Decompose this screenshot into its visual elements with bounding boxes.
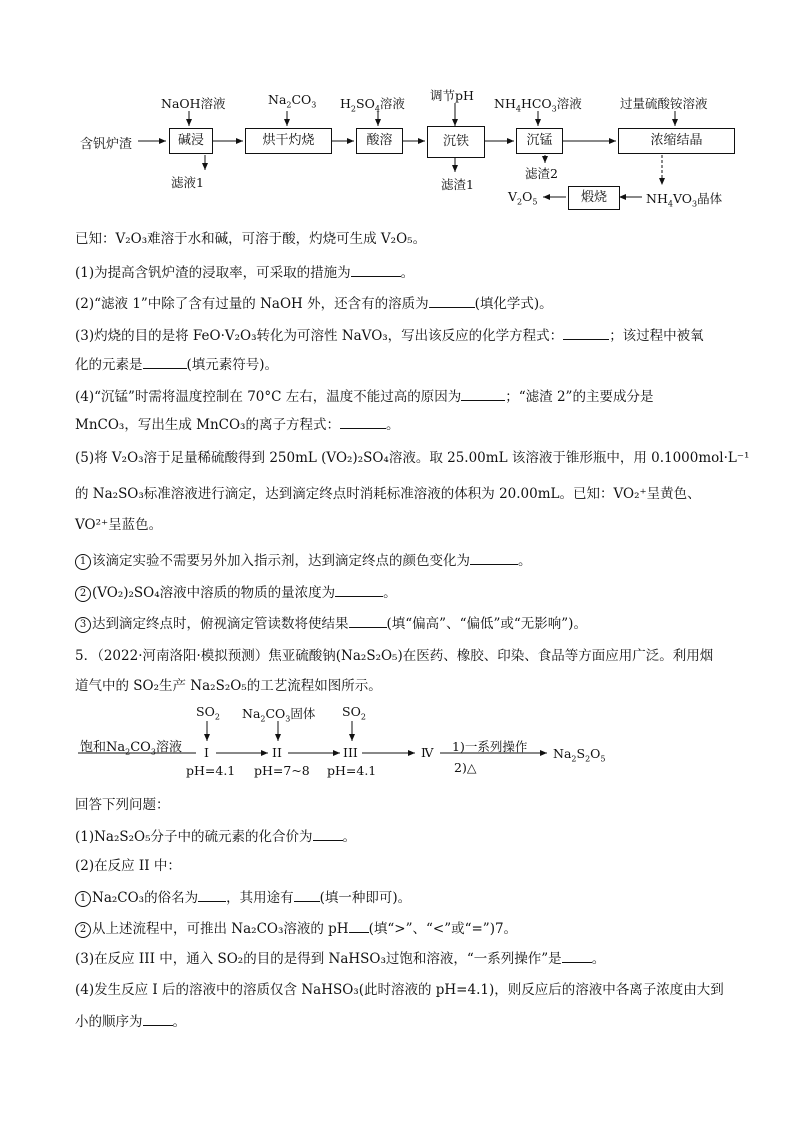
- answer-blank: [429, 293, 475, 308]
- flow1-box-mn-precip: 沉锰: [516, 128, 563, 154]
- r-question-2-sub-2-text: 从上述流程中，可推出 Na₂CO₃溶液的 pH: [92, 921, 349, 937]
- question-4-text: (4)“沉锰”时需将温度控制在 70°C 左右，温度不能过高的原因为: [75, 389, 462, 405]
- question-5-sub-2: [75, 582, 397, 603]
- question-5-sub-2-text: (VO₂)₂SO₄溶液中溶质的物质的量浓度为: [92, 585, 336, 601]
- flow1-box-iron-precip: 沉铁: [427, 126, 485, 158]
- question-3-text-cont: ；该过程中被氧: [609, 328, 704, 344]
- question-5-line2: 的 Na₂SO₃标准溶液进行滴定，达到滴定终点时消耗标准溶液的体积为 20.00mL。已知：VO₂⁺呈黄色、: [75, 486, 701, 502]
- flow1-box-calcine: 煅烧: [568, 186, 620, 210]
- question-1-text: (1)为提高含钒炉渣的浸取率，可采取的措施为: [75, 265, 351, 281]
- flow2-node-4: Ⅳ: [421, 745, 434, 760]
- r-question-2-sub-1-hint: (填一种即可)。: [319, 890, 412, 906]
- flow2-start: 饱和$Na_2CO_3$溶液: [80, 740, 182, 757]
- reagent-adjust-ph: 调节pH: [430, 88, 474, 103]
- r-question-4-text-2: 小的顺序为: [75, 1014, 143, 1030]
- answer-blank: [143, 354, 187, 369]
- answer-blank: [470, 550, 518, 565]
- flow2-op-1: 1)一系列操作: [452, 739, 528, 754]
- flow1-box-alkali-leach: 碱浸: [169, 128, 213, 154]
- answer-blank: [562, 948, 592, 963]
- flow2-node-1: I: [204, 745, 209, 760]
- question-4: [75, 386, 653, 407]
- r-question-3: [75, 948, 605, 969]
- question-3-line2: [75, 354, 278, 375]
- output-residue-2: 滤渣2: [525, 166, 558, 181]
- answer-blank: [198, 887, 226, 902]
- reagent-nh4hco3: $NH_4HCO_3$溶液: [494, 96, 582, 114]
- answer-blank: [335, 582, 383, 597]
- question-3: [75, 325, 704, 346]
- question-4-line2: [75, 414, 399, 435]
- answer-blank: [563, 325, 609, 340]
- problem-5-intro: 5．（2022·河南洛阳·模拟预测）焦亚硫酸钠(Na₂S₂O₅)在医药、橡胶、印染、食品等方面应用广泛。利用烟: [75, 648, 714, 664]
- flow2-ph-2: pH=7~8: [254, 763, 310, 778]
- question-4-text-2: MnCO₃，写出生成 MnCO₃的离子方程式：: [75, 417, 340, 433]
- r-question-2-sub-1-text-cont: ，其用途有: [226, 890, 294, 906]
- r-question-3-text: (3)在反应 III 中，通入 SO₂的目的是得到 NaHSO₃过饱和溶液，“一系列操作”是: [75, 951, 562, 967]
- question-3-text: (3)灼烧的目的是将 FeO·V₂O₃转化为可溶性 NaVO₃，写出该反应的化学方程式：: [75, 328, 564, 344]
- r-question-1: [75, 826, 356, 847]
- output-residue-1: 滤渣1: [441, 177, 474, 192]
- question-1: [75, 262, 414, 283]
- circled-number-1: 1: [75, 891, 91, 907]
- answer-prompt: 回答下列问题：: [75, 797, 170, 813]
- r-question-1-text: (1)Na₂S₂O₅分子中的硫元素的化合价为: [75, 829, 313, 845]
- period: 。: [518, 553, 532, 569]
- known-fact: 已知：V₂O₃难溶于水和碱，可溶于酸，灼烧可生成 V₂O₅。: [75, 231, 427, 247]
- output-filtrate-1: 滤液1: [171, 175, 204, 190]
- question-2-hint: (填化学式)。: [474, 296, 553, 312]
- question-5-sub-3: [75, 613, 587, 634]
- question-5-sub-1: [75, 550, 532, 571]
- flow1-box-dry-roast: 烘干灼烧: [245, 128, 332, 154]
- flow2-so2-in-1: $SO_2$: [196, 704, 220, 722]
- problem-5-intro-line2: 道气中的 SO₂生产 Na₂S₂O₅的工艺流程如图所示。: [75, 678, 382, 694]
- answer-blank: [143, 1011, 173, 1026]
- answer-blank: [340, 414, 386, 429]
- flow2-so2-in-2: $SO_2$: [342, 704, 366, 722]
- question-5-sub-3-text: 达到滴定终点时，俯视滴定管读数将使结果: [92, 616, 349, 632]
- output-v2o5: $V_2O_5$: [508, 189, 538, 207]
- reagent-ammonium-sulfate: 过量硫酸铵溶液: [620, 96, 708, 111]
- flow2-op-2: 2)△: [454, 760, 477, 775]
- flow1-box-concentrate-crystal: 浓缩结晶: [618, 128, 735, 154]
- period: 。: [172, 1014, 186, 1030]
- question-5-line3: VO²⁺呈蓝色。: [75, 517, 163, 533]
- question-3-text-2: 化的元素是: [75, 357, 143, 373]
- period: 。: [342, 829, 357, 845]
- period: 。: [591, 951, 606, 967]
- answer-blank: [349, 613, 387, 628]
- answer-blank: [349, 918, 369, 933]
- period: 。: [383, 585, 397, 601]
- circled-number-3: 3: [75, 617, 91, 633]
- question-2: [75, 293, 553, 314]
- period: 。: [385, 417, 400, 433]
- flow2-node-3: III: [343, 745, 358, 760]
- question-3-hint: (填元素符号)。: [186, 357, 279, 373]
- circled-number-2: 2: [75, 586, 91, 602]
- r-question-2-sub-1: [75, 887, 411, 908]
- answer-blank: [294, 887, 320, 902]
- flow2-node-2: II: [272, 745, 282, 760]
- flow2-na2co3-solid: $Na_2CO_3$固体: [242, 706, 316, 724]
- r-question-2: (2)在反应 II 中：: [75, 858, 181, 874]
- answer-blank: [351, 262, 401, 277]
- period: 。: [400, 265, 415, 281]
- flow1-start: 含钒炉渣: [80, 137, 133, 152]
- circled-number-1: 1: [75, 554, 91, 570]
- reagent-na2co3: $Na_2CO_3$: [268, 92, 317, 110]
- reagent-h2so4: $H_2SO_4$溶液: [340, 96, 405, 114]
- r-question-4-line2: [75, 1011, 186, 1032]
- r-question-2-sub-2-hint: (填“>”、“<”或“=”)7。: [368, 921, 518, 937]
- question-2-text: (2)“滤液 1”中除了含有过量的 NaOH 外，还含有的溶质为: [75, 296, 429, 312]
- flow2-ph-1: pH=4.1: [186, 763, 236, 778]
- flow2-ph-3: pH=4.1: [327, 763, 377, 778]
- r-question-4: (4)发生反应 I 后的溶液中的溶质仅含 NaHSO₃(此时溶液的 pH=4.1)，则反应后的溶液中各离子浓度由大到: [75, 982, 724, 998]
- question-5-sub-3-hint: (填“偏高”、“偏低”或“无影响”)。: [386, 616, 587, 632]
- r-question-2-sub-1-text: Na₂CO₃的俗名为: [92, 890, 199, 906]
- reagent-naoh: NaOH溶液: [161, 96, 226, 111]
- circled-number-2: 2: [75, 922, 91, 938]
- answer-blank: [313, 826, 343, 841]
- question-5-sub-1-text: 该滴定实验不需要另外加入指示剂，达到滴定终点的颜色变化为: [92, 553, 470, 569]
- r-question-2-sub-2: [75, 918, 517, 939]
- output-nh4vo3-crystal: $NH_4VO_3$晶体: [646, 191, 723, 209]
- answer-blank: [461, 386, 505, 401]
- question-4-text-cont: ；“滤渣 2”的主要成分是: [505, 389, 654, 405]
- question-5: (5)将 V₂O₃溶于足量稀硫酸得到 250mL (VO₂)₂SO₄溶液。取 25.00mL 该溶液于锥形瓶中，用 0.1000mol·L⁻¹: [75, 450, 750, 466]
- flow1-box-acid-dissolve: 酸溶: [356, 128, 403, 154]
- flow2-product: $Na_2S_2O_5$: [553, 746, 606, 764]
